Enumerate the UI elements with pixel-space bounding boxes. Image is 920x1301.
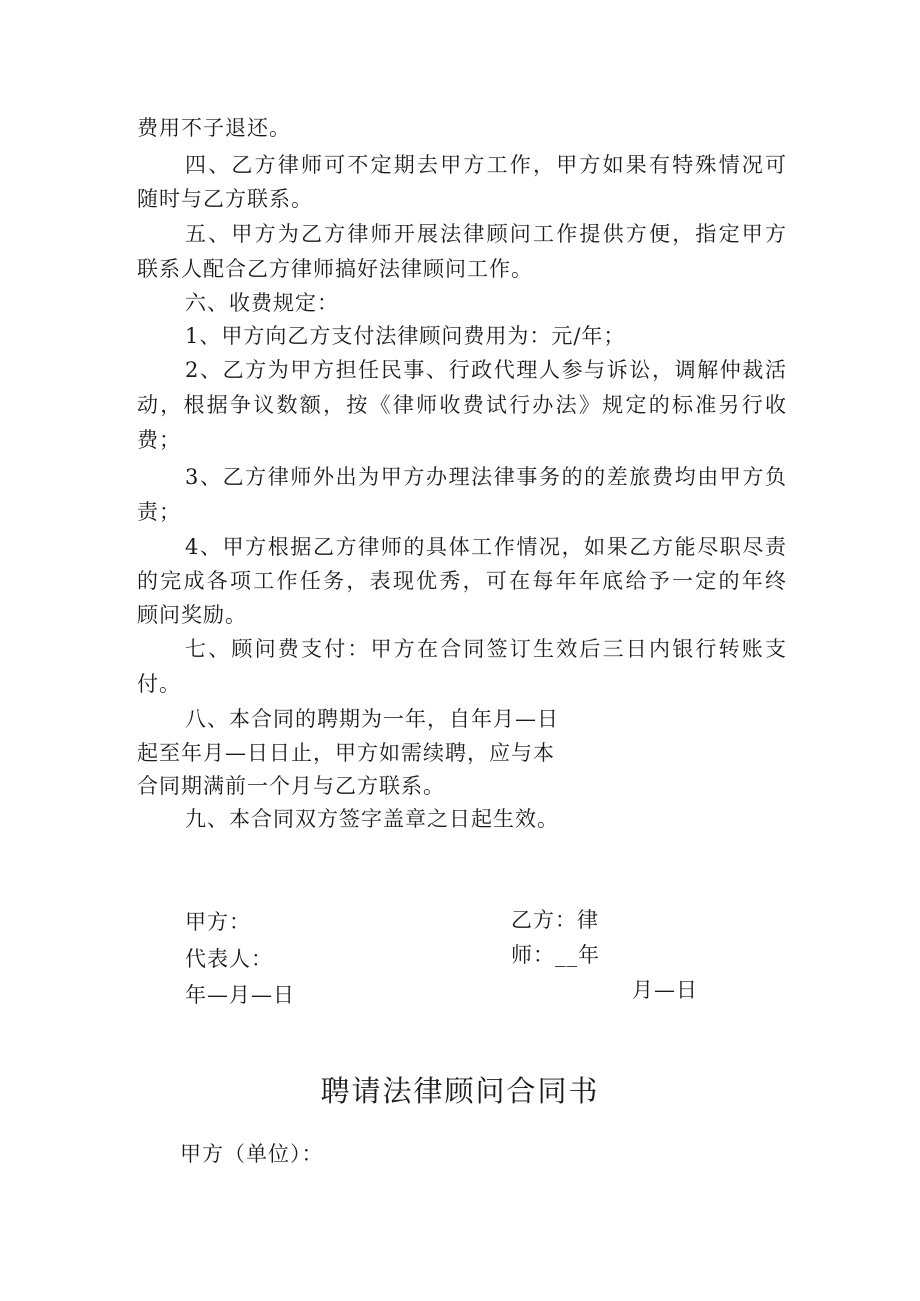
page-title: 聘请法律顾问合同书: [320, 1074, 600, 1108]
party-a-unit-label: 甲方（单位）：: [180, 1142, 324, 1166]
text-line: 七、顾问费支付：甲方在合同签订生效后三日内银行转账支: [185, 637, 787, 661]
text-line: 合同期满前一个月与乙方联系。: [137, 774, 445, 798]
text-line: 费用不子退还。: [137, 116, 291, 140]
party-b-label-line2: 师：__年: [511, 943, 600, 967]
text-line: 起至年月—日日止，甲方如需续聘，应与本: [137, 741, 555, 765]
text-line: 九、本合同双方签字盖章之日起生效。: [185, 807, 559, 831]
text-line: 联系人配合乙方律师搞好法律顾问工作。: [137, 257, 533, 281]
text-line: 1、甲方向乙方支付法律顾问费用为：元/年；: [185, 324, 626, 348]
text-line: 八、本合同的聘期为一年，自年月—日: [185, 707, 559, 731]
text-line: 六、收费规定：: [185, 291, 339, 315]
text-line: 3、乙方律师外出为甲方办理法律事务的的差旅费均由甲方负: [185, 465, 787, 489]
text-line: 顾问奖励。: [137, 603, 247, 627]
text-line: 随时与乙方联系。: [137, 187, 313, 211]
text-line: 费；: [137, 428, 181, 452]
text-line: 付。: [137, 672, 181, 696]
party-b-label-line1: 乙方：律: [511, 908, 599, 932]
text-line: 2、乙方为甲方担任民事、行政代理人参与诉讼，调解仲裁活: [185, 358, 787, 382]
party-a-label: 甲方：: [185, 910, 251, 934]
text-line: 责；: [137, 500, 181, 524]
text-line: 四、乙方律师可不定期去甲方工作，甲方如果有特殊情况可: [185, 153, 787, 177]
text-line: 五、甲方为乙方律师开展法律顾问工作提供方便，指定甲方: [185, 222, 787, 246]
text-line: 动，根据争议数额，按《律师收费试行办法》规定的标准另行收: [137, 393, 787, 417]
text-line: 的完成各项工作任务，表现优秀，可在每年年底给予一定的年终: [137, 569, 787, 593]
text-line: 4、甲方根据乙方律师的具体工作情况，如果乙方能尽职尽责: [185, 535, 787, 559]
representative-label: 代表人：: [185, 947, 273, 971]
date-a-label: 年—月—日: [185, 983, 295, 1007]
date-b-label: 月—日: [632, 978, 698, 1002]
